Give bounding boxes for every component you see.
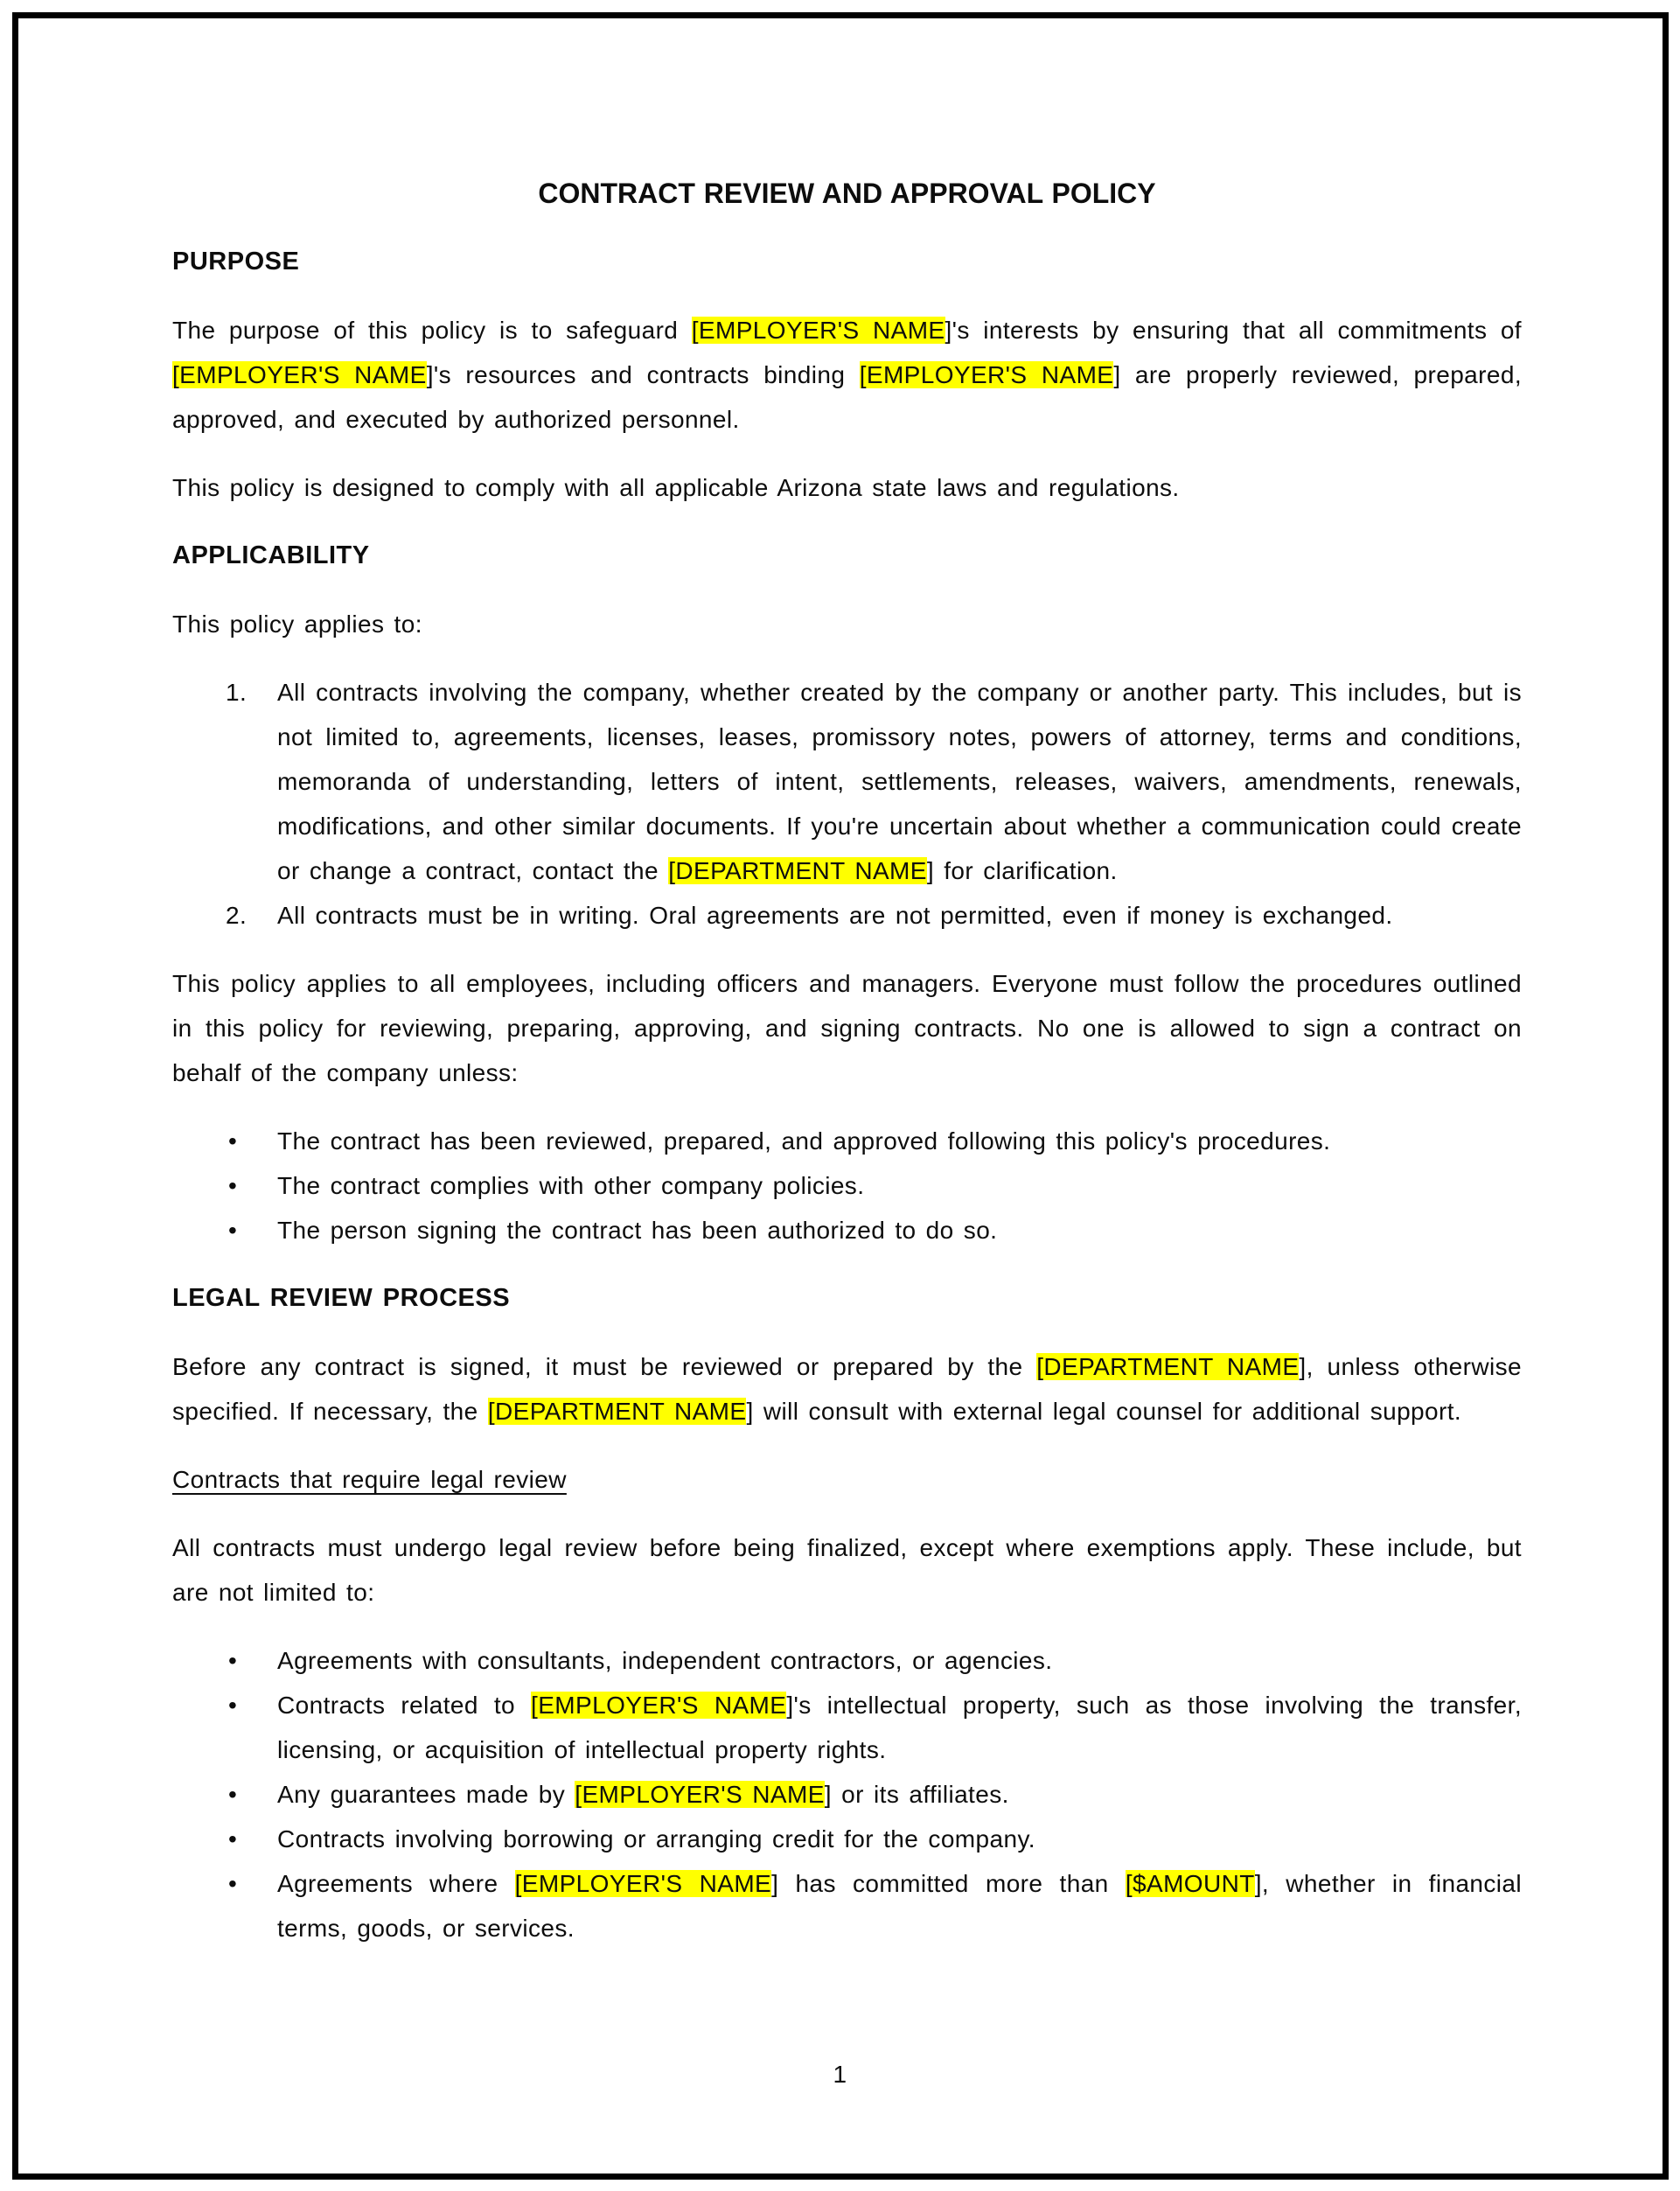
document-title: CONTRACT REVIEW AND APPROVAL POLICY — [538, 178, 1156, 209]
bullet-item — [172, 1772, 1522, 1817]
paragraph-exemptions-intro: All contracts must undergo legal review before being finalized, except where exemptions apply. These include, but are not limited to: — [172, 1534, 1522, 1606]
text-segment: ] or its affiliates. — [824, 1781, 1009, 1808]
list-number: 1. — [226, 679, 247, 706]
numbered-list — [172, 670, 1522, 938]
highlighted-placeholder: [DEPARTMENT NAME — [1036, 1353, 1300, 1380]
document-content — [172, 18, 1522, 1974]
bullet-item — [172, 1817, 1522, 1861]
bullet-list-exemptions — [172, 1638, 1522, 1950]
bullet-item-text — [277, 1870, 1522, 1942]
text-segment: ] has committed more than — [771, 1870, 1126, 1897]
text-segment: ] are properly reviewed, prepared, approved, and executed by authorized personnel. — [172, 361, 1523, 433]
text-segment: Contracts involving borrowing or arranging credit for the company. — [277, 1825, 1035, 1853]
text-segment: ]'s resources and contracts binding — [426, 361, 860, 388]
bullet-item-text: The contract complies with other company policies. — [277, 1172, 865, 1199]
text-segment: All contracts involving the company, whether created by the company or another party. This includes, but is not limited to, agreements, licenses, leases, promissory notes, powers of attorney, terms and conditions, memoranda of understanding, letters of intent, settlements, releases, waivers, amendments, renewals, modifications, and other similar documents. If you're uncertain about whether a communication could create or change a contract, contact the — [277, 679, 1522, 884]
bullet-item-text — [277, 1781, 1009, 1808]
bullet-item — [172, 1638, 1522, 1683]
numbered-item-text — [277, 679, 1522, 884]
bullet-item-text: The person signing the contract has been authorized to do so. — [277, 1217, 998, 1244]
paragraph-legal-review — [172, 1344, 1522, 1434]
highlighted-placeholder: [EMPLOYER'S NAME — [691, 317, 945, 344]
bullet-icon: • — [228, 1127, 238, 1155]
highlighted-placeholder: [EMPLOYER'S NAME — [859, 361, 1114, 388]
paragraph-applies-intro: This policy applies to: — [172, 611, 422, 638]
bullet-icon: • — [228, 1647, 238, 1674]
text-segment: ] for clarification. — [926, 857, 1118, 884]
subheading-contracts-require-review: Contracts that require legal review — [172, 1466, 567, 1493]
section-heading-legal-review: LEGAL REVIEW PROCESS — [172, 1284, 511, 1312]
text-segment: Any guarantees made by — [277, 1781, 575, 1808]
highlighted-placeholder: [$AMOUNT — [1125, 1870, 1255, 1897]
bullet-item-text — [277, 1825, 1035, 1853]
text-segment: Agreements where — [277, 1870, 515, 1897]
bullet-icon: • — [228, 1825, 238, 1853]
bullet-list-conditions — [172, 1119, 1522, 1252]
text-segment: Agreements with consultants, independent contractors, or agencies. — [277, 1647, 1053, 1674]
bullet-icon: • — [228, 1217, 238, 1244]
bullet-item — [172, 1683, 1522, 1772]
text-segment: ], unless otherwise specified. If necessary, the — [172, 1353, 1522, 1425]
numbered-item-text — [277, 902, 1393, 929]
bullet-icon: • — [228, 1692, 238, 1719]
highlighted-placeholder: [DEPARTMENT NAME — [668, 857, 927, 884]
text-segment: The purpose of this policy is to safeguard — [172, 317, 692, 344]
section-heading-purpose: PURPOSE — [172, 248, 300, 276]
bullet-icon: • — [228, 1781, 238, 1808]
highlighted-placeholder: [EMPLOYER'S NAME — [575, 1781, 825, 1808]
highlighted-placeholder: [DEPARTMENT NAME — [487, 1398, 747, 1425]
bullet-item — [172, 1119, 1522, 1163]
bullet-item — [172, 1208, 1522, 1252]
bullet-item — [172, 1163, 1522, 1208]
text-segment: Contracts related to — [277, 1692, 532, 1719]
bullet-item — [172, 1861, 1522, 1950]
section-heading-applicability: APPLICABILITY — [172, 541, 370, 569]
text-segment: ]'s interests by ensuring that all commitments of — [945, 317, 1522, 344]
text-segment: All contracts must be in writing. Oral agreements are not permitted, even if money is exchanged. — [277, 902, 1393, 929]
bullet-icon: • — [228, 1870, 238, 1897]
paragraph-compliance: This policy is designed to comply with all applicable Arizona state laws and regulations. — [172, 474, 1180, 501]
page-number: 1 — [833, 2061, 847, 2088]
numbered-item — [172, 893, 1522, 938]
text-segment: ], whether in financial terms, goods, or services. — [277, 1870, 1523, 1942]
bullet-icon: • — [228, 1172, 238, 1199]
bullet-item-text — [277, 1647, 1052, 1674]
bullet-item-text: The contract has been reviewed, prepared, and approved following this policy's procedures. — [277, 1127, 1331, 1155]
text-segment: ]'s intellectual property, such as those involving the transfer, licensing, or acquisition of intellectual property rights. — [277, 1692, 1522, 1763]
text-segment: ] will consult with external legal counsel for additional support. — [746, 1398, 1462, 1425]
numbered-item — [172, 670, 1522, 893]
paragraph-employees: This policy applies to all employees, including officers and managers. Everyone must follow the procedures outlined in this policy for reviewing, preparing, approving, and signing contracts. No one is allowed to sign a contract on behalf of the company unless: — [172, 970, 1522, 1086]
bullet-item-text — [277, 1692, 1522, 1763]
paragraph-purpose — [172, 308, 1522, 442]
highlighted-placeholder: [EMPLOYER'S NAME — [531, 1692, 787, 1719]
list-number: 2. — [226, 902, 247, 929]
highlighted-placeholder: [EMPLOYER'S NAME — [514, 1870, 772, 1897]
text-segment: Before any contract is signed, it must be reviewed or prepared by the — [172, 1353, 1037, 1380]
highlighted-placeholder: [EMPLOYER'S NAME — [172, 361, 427, 388]
